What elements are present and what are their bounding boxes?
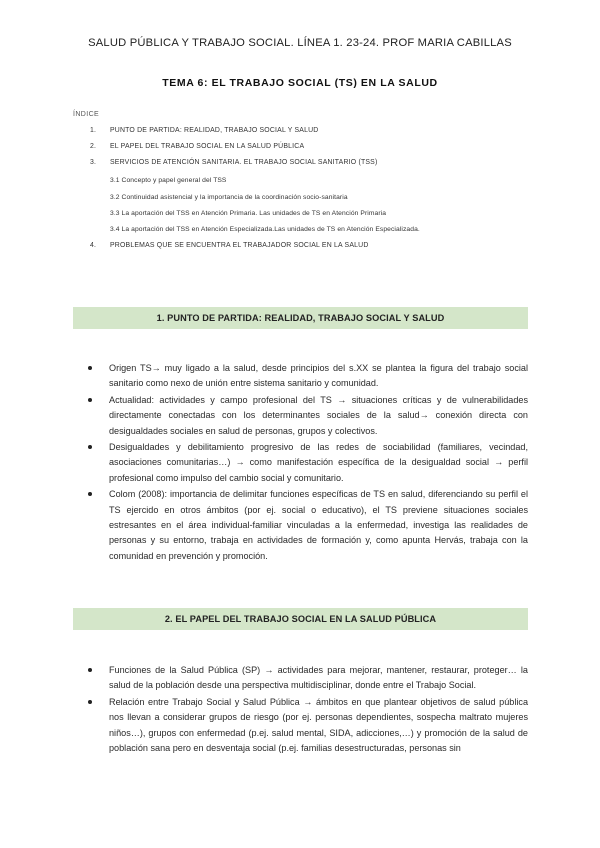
toc-label: ÍNDICE: [73, 111, 100, 118]
toc-item-number: 3.: [90, 159, 97, 166]
toc-subitem: 3.1 Concepto y papel general del TSS: [110, 177, 227, 184]
toc-item-text: EL PAPEL DEL TRABAJO SOCIAL EN LA SALUD PÚBLICA: [110, 143, 305, 150]
list-item: [88, 663, 528, 694]
toc-item-text: PROBLEMAS QUE SE ENCUENTRA EL TRABAJADOR SOCIAL EN LA SALUD: [110, 242, 369, 249]
bullet-icon: [88, 398, 92, 402]
toc-item-number: 1.: [90, 127, 97, 134]
bullet-icon: [88, 366, 92, 370]
document-title: TEMA 6: EL TRABAJO SOCIAL (TS) EN LA SALUD: [162, 77, 438, 89]
bullet-text: Desigualdades y debilitamiento progresivo de las redes de sociabilidad (familiares, vecindad, asociaciones comunitarias…) → como manifestación específica de la desigualdad social → perfil profesional como impulso del cambio social y comunitario.: [109, 442, 528, 483]
bullet-icon: [88, 445, 92, 449]
section-heading: 2. EL PAPEL DEL TRABAJO SOCIAL EN LA SALUD PÚBLICA: [73, 608, 528, 630]
toc-item-text: SERVICIOS DE ATENCIÓN SANITARIA. EL TRABAJO SOCIAL SANITARIO (TSS): [110, 159, 378, 166]
list-item: [88, 440, 528, 486]
toc-item-number: 4.: [90, 242, 97, 249]
toc-item-number: 2.: [90, 143, 97, 150]
section-heading: 1. PUNTO DE PARTIDA: REALIDAD, TRABAJO SOCIAL Y SALUD: [73, 307, 528, 329]
toc-item-text: PUNTO DE PARTIDA: REALIDAD, TRABAJO SOCIAL Y SALUD: [110, 127, 319, 134]
list-item: [88, 393, 528, 439]
list-item: [88, 487, 528, 564]
page-header: SALUD PÚBLICA Y TRABAJO SOCIAL. LÍNEA 1. 23-24. PROF MARIA CABILLAS: [88, 37, 512, 49]
bullet-text: Actualidad: actividades y campo profesional del TS → situaciones críticas y de vulnerabilidades directamente conectadas con los determinantes sociales de la salud→ conexión directa con desigualdades sociales en salud de personas, grupos y colectivos.: [109, 394, 528, 436]
toc-subitem: 3.4 La aportación del TSS en Atención Especializada.Las unidades de TS en Atención Especializada.: [110, 226, 420, 233]
bullet-icon: [88, 668, 92, 672]
toc-subitem: 3.3 La aportación del TSS en Atención Primaria. Las unidades de TS en Atención Primaria: [110, 210, 387, 217]
section-bullet-list: [88, 663, 528, 757]
toc-subitem: 3.2 Continuidad asistencial y la importancia de la coordinación socio-sanitaria: [110, 194, 348, 201]
bullet-icon: [88, 700, 92, 704]
bullet-icon: [88, 492, 92, 496]
bullet-text: Relación entre Trabajo Social y Salud Pública → ámbitos en que plantear objetivos de salud pública nos llevan a considerar grupos de riesgo (por ej. personas dependientes, sospecha maltrato mujeres niños…), grupos con enfermedad (p.ej. salud mental, SIDA, adicciones,…) y promoción de la salud de población sana pero en desventaja social (p.ej. familias desestructuradas, personas sin: [109, 696, 528, 754]
list-item: [88, 361, 528, 392]
section-bullet-list: [88, 361, 528, 565]
list-item: [88, 695, 528, 757]
bullet-text: Funciones de la Salud Pública (SP) → actividades para mejorar, mantener, restaurar, proteger… la salud de la población desde una perspectiva multidisciplinar, donde entre el Trabajo Social.: [109, 665, 528, 691]
bullet-text: Colom (2008): importancia de delimitar funciones específicas de TS en salud, diferenciando su perfil el TS ejercido en otros ámbitos (por ej. social o educativo), el TS previene situaciones sociales estresantes en el área individual-familiar vinculadas a la enfermedad, investiga las realidades de personas y su entorno, trabaja en actividades de formación y, como apunta Hervás, trabaja con la comunidad en prevención y promoción.: [109, 489, 528, 561]
bullet-text: Origen TS→ muy ligado a la salud, desde principios del s.XX se plantea la figura del trabajo social sanitario como nexo de unión entre sistema sanitario y comunidad.: [109, 363, 528, 389]
